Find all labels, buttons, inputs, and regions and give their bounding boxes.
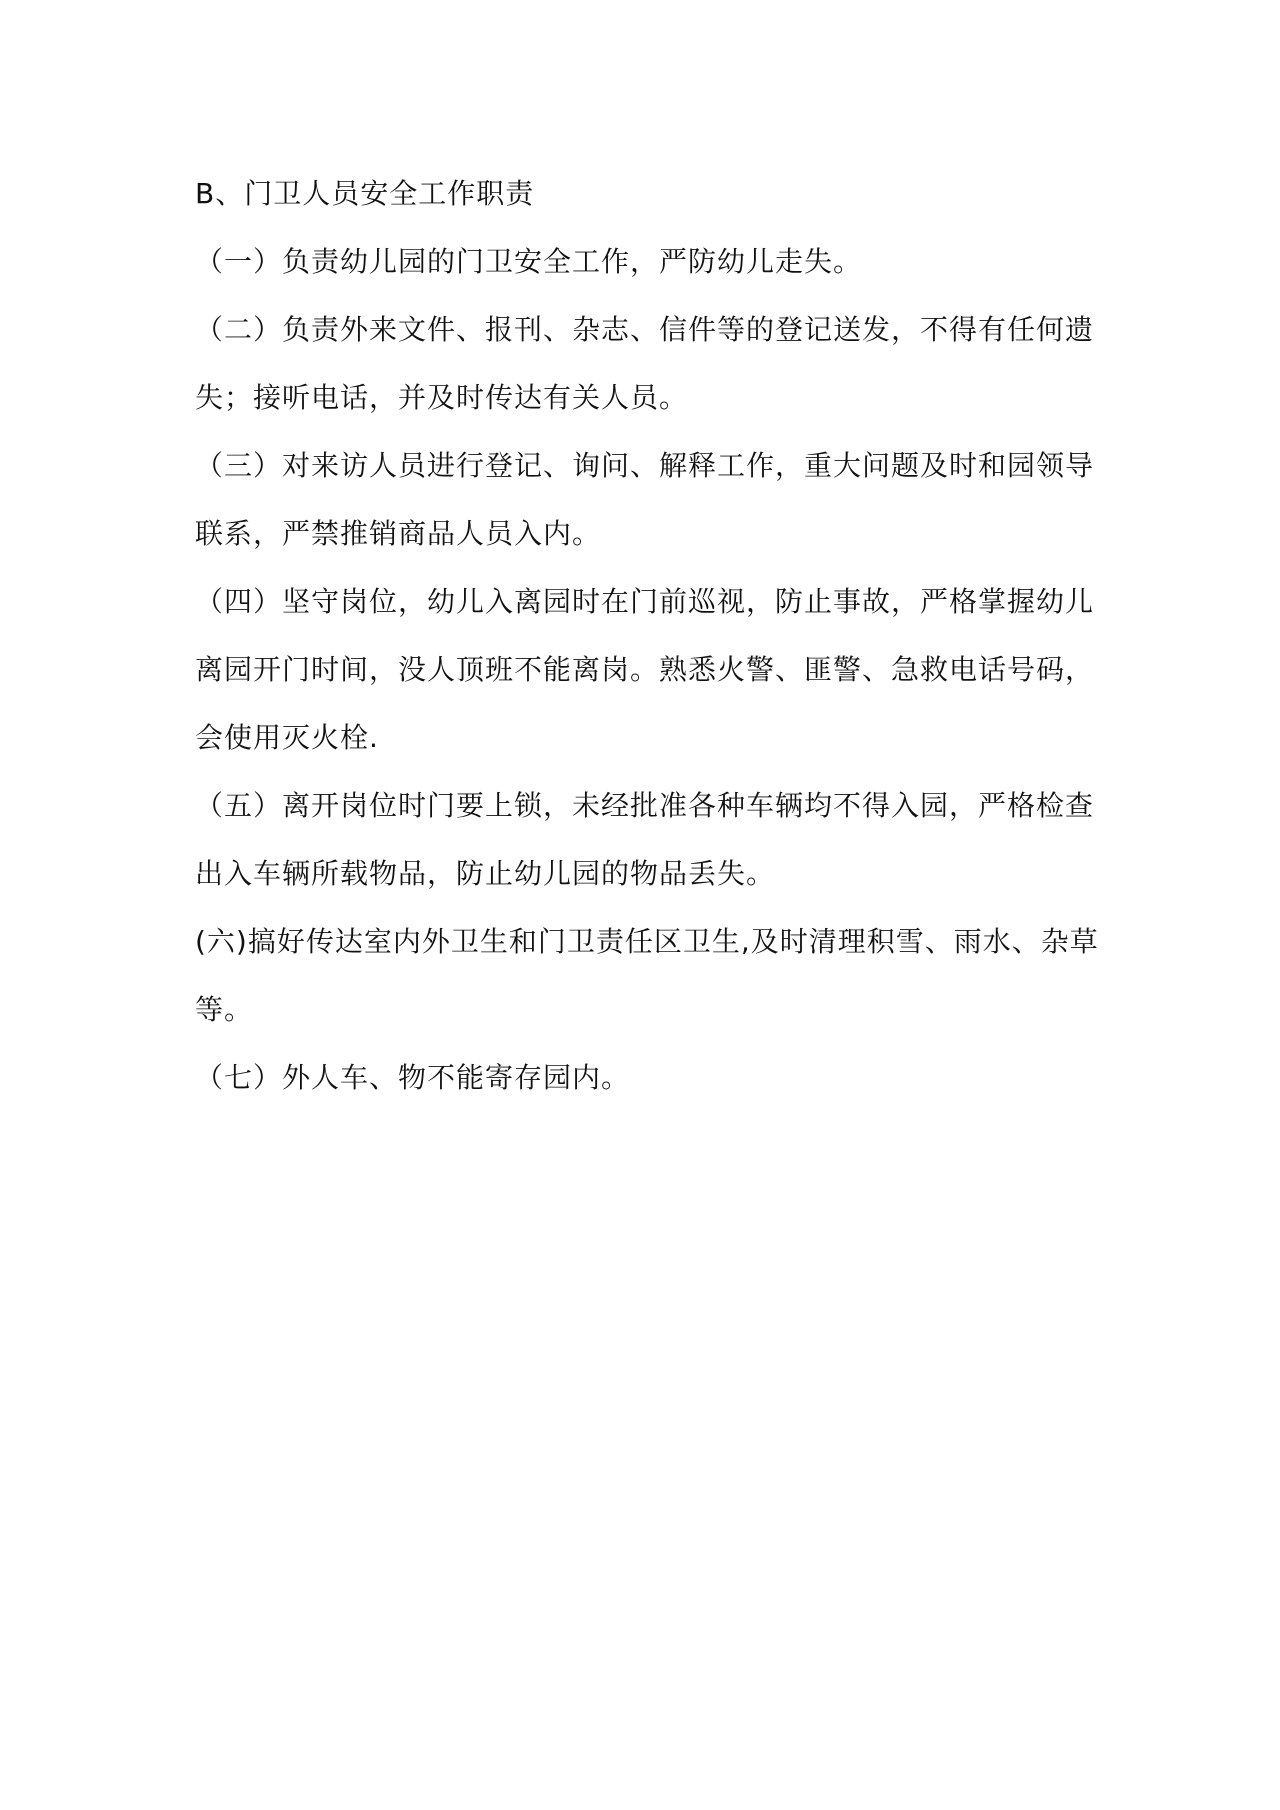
duty-item-4: （四）坚守岗位，幼儿入离园时在门前巡视，防止事故，严格掌握幼儿离园开门时间，没人顶班不能离岗。熟悉火警、匪警、急救电话号码，会使用灭火栓. [195, 585, 1095, 754]
document-body [195, 160, 1100, 1112]
duty-item-7: （七）外人车、物不能寄存园内。 [195, 1061, 631, 1094]
document-title: B、门卫人员安全工作职责 [195, 177, 535, 210]
duty-item-1: （一）负责幼儿园的门卫安全工作，严防幼儿走失。 [195, 245, 863, 278]
duty-item-3: （三）对来访人员进行登记、询问、解释工作，重大问题及时和园领导联系，严禁推销商品人员入内。 [195, 449, 1095, 550]
duty-item-2: （二）负责外来文件、报刊、杂志、信件等的登记送发，不得有任何遗失；接听电话，并及时传达有关人员。 [195, 313, 1095, 414]
duty-item-6: (六)搞好传达室内外卫生和门卫责任区卫生,及时清理积雪、雨水、杂草等。 [195, 925, 1099, 1026]
duty-item-5: （五）离开岗位时门要上锁，未经批准各种车辆均不得入园，严格检查出入车辆所载物品，防止幼儿园的物品丢失。 [195, 789, 1095, 890]
